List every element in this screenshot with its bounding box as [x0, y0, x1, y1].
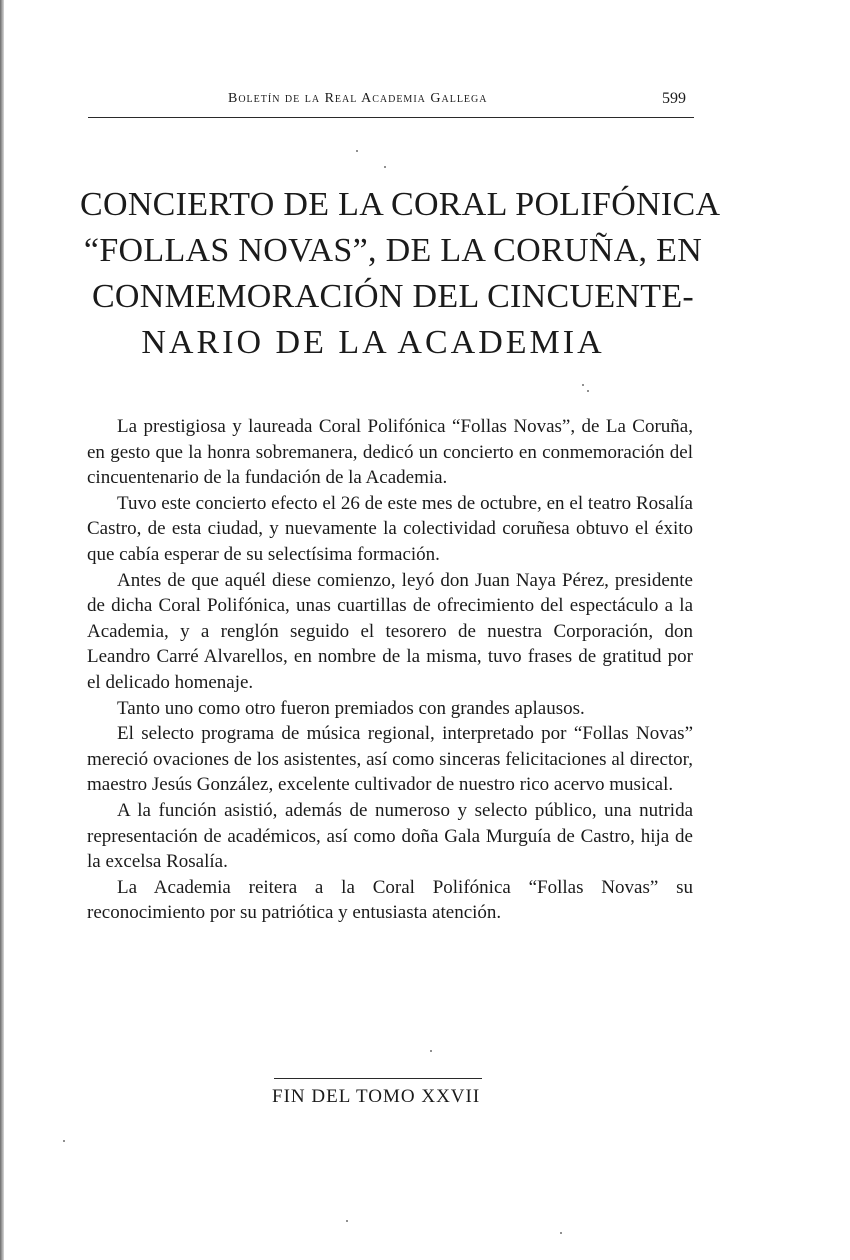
title-line: CONMEMORACIÓN DEL CINCUENTE-	[91, 278, 695, 315]
scan-speck	[587, 390, 589, 392]
title-line: NARIO DE LA ACADEMIA	[141, 324, 605, 361]
page-number: 599	[662, 90, 686, 107]
body-paragraph: Antes de que aquél diese comienzo, leyó don Juan Naya Pérez, presidente de dicha Coral Polifónica, unas cuartillas de ofrecimiento del espectáculo a la Academia, y a renglón seguido el tesorero de nuestra Corporación, don Leandro Carré Alvarellos, en nombre de la misma, tuvo frases de gratitud por el delicado homenaje.	[87, 569, 693, 693]
scan-speck	[346, 1220, 348, 1222]
body-paragraph: Tuvo este concierto efecto el 26 de este mes de octubre, en el teatro Rosalía Castro, de esta ciudad, y nuevamente la colectividad coruñesa obtuvo el éxito que cabía esperar de su selectísima formación.	[87, 492, 693, 565]
scan-speck	[356, 150, 358, 152]
title-line: “FOLLAS NOVAS”, DE LA CORUÑA, EN	[83, 232, 703, 269]
body-paragraph: Tanto uno como otro fueron premiados con grandes aplausos.	[117, 697, 585, 719]
article-title	[80, 182, 721, 366]
page-edge-shadow	[0, 0, 4, 1260]
body-paragraph: La prestigiosa y laureada Coral Polifónica “Follas Novas”, de La Coruña, en gesto que la honra sobremanera, dedicó un concierto en conmemoración del cincuentenario de la fundación de la Academia.	[87, 416, 693, 489]
scan-speck	[384, 166, 386, 168]
scan-speck	[430, 1050, 432, 1052]
scan-speck	[63, 1140, 65, 1142]
body-paragraph: A la función asistió, además de numeroso y selecto público, una nutrida representación de académicos, así como doña Gala Murguía de Castro, hija de la excelsa Rosalía.	[87, 799, 693, 873]
running-head: Boletín de la Real Academia Gallega	[228, 91, 488, 106]
scan-speck	[560, 1232, 562, 1234]
end-rule	[274, 1078, 482, 1079]
scan-speck	[582, 384, 584, 386]
end-of-volume-text: FIN DEL TOMO XXVII	[272, 1086, 481, 1107]
header-rule	[88, 117, 694, 118]
article-body	[87, 414, 693, 926]
title-line: CONCIERTO DE LA CORAL POLIFÓNICA	[80, 186, 721, 223]
body-paragraph: La Academia reitera a la Coral Polifónica “Follas Novas” su reconocimiento por su patriótica y entusiasta atención.	[87, 876, 693, 924]
body-paragraph: El selecto programa de música regional, interpretado por “Follas Novas” mereció ovaciones de los asistentes, así como sinceras felicitaciones al director, maestro Jesús González, excelente cultivador de nuestro rico acervo musical.	[87, 723, 693, 796]
